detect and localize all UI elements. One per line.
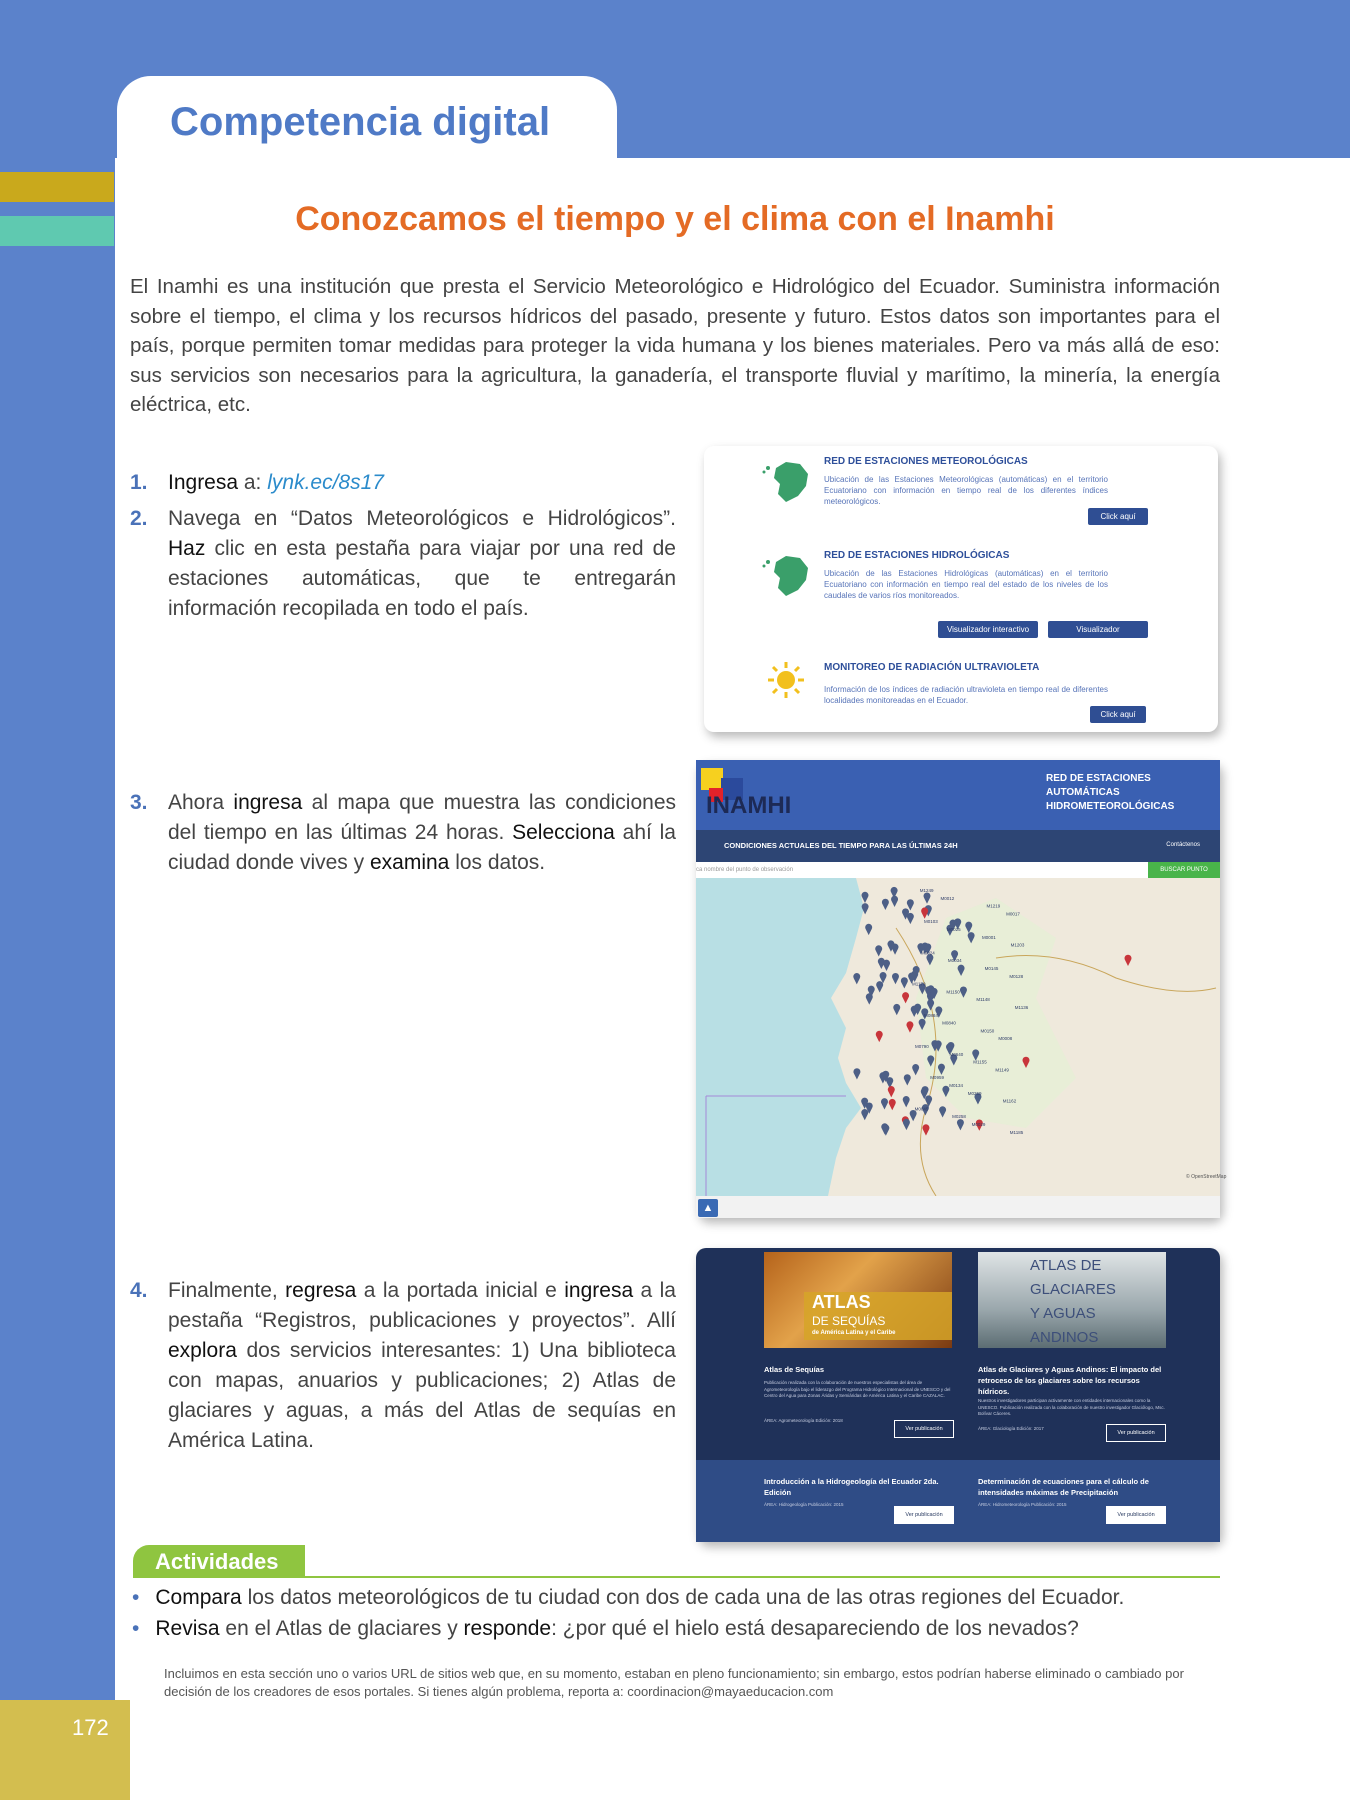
- stations-screenshot: [704, 446, 1218, 732]
- section-heading: RED DE ESTACIONES METEOROLÓGICAS: [824, 456, 1028, 467]
- station-label: M0103: [924, 919, 938, 925]
- user-icon[interactable]: ▲: [698, 1199, 718, 1217]
- left-margin-band: [0, 0, 115, 1800]
- click-here-button[interactable]: Click aquí: [1090, 706, 1146, 723]
- publication-title: Atlas de Sequías: [764, 1365, 825, 1374]
- station-label: M0959: [930, 1075, 944, 1081]
- station-label: M0008: [998, 1036, 1013, 1042]
- station-label: M1155: [973, 1059, 987, 1065]
- station-label: M0150: [980, 1028, 995, 1034]
- station-label: M0012: [940, 895, 955, 901]
- step-verb: examina: [369, 851, 450, 874]
- view-publication-button[interactable]: Ver publicación: [894, 1506, 954, 1524]
- station-label: M0017: [1006, 911, 1020, 917]
- page-title: Conozcamos el tiempo y el clima con el Inamhi: [295, 200, 1055, 238]
- publication-meta: ÁREA: Hidrogeología Publicación: 2015: [764, 1502, 844, 1507]
- station-label: M0840: [942, 1020, 956, 1026]
- step-verb: Haz: [168, 537, 206, 560]
- publication-meta: ÁREA: Glaciología Edición: 2017: [978, 1426, 1044, 1431]
- section-heading: MONITOREO DE RADIACIÓN ULTRAVIOLETA: [824, 662, 1040, 673]
- footnote: Incluimos en esta sección uno o varios URL de sitios web que, en su momento, estaban en pleno funcionamiento; sin embargo, estos podrían haberse eliminado o cambiado por decisión de los creadores de esos portales. Si tienes algún problema, reporta a: coordinacion@mayaeducacion.com: [164, 1666, 1184, 1699]
- cover-line: Y AGUAS: [1030, 1305, 1096, 1322]
- step-text: a la portada inicial e: [356, 1279, 565, 1302]
- station-label: M0884: [924, 1012, 938, 1018]
- cover-line: ANDINOS: [1030, 1329, 1099, 1346]
- page-number: 172: [72, 1715, 109, 1740]
- step-text: al mapa que muestra las condiciones del tiempo en las últimas 24 horas.: [168, 791, 677, 844]
- step-text: clic en esta pestaña para viajar por una red de estaciones automáticas, que te entregarán información recopilada en todo el país.: [168, 537, 676, 620]
- step-verb: explora: [168, 1339, 237, 1362]
- cover-caption: de América Latina y el Caribe: [812, 1330, 896, 1336]
- publication-description: Publicación realizada con la colaboración de nuestros especialistas del área de Agrometeorología bajo el liderazgo del Programa Hidrológico Internacional de UNESCO y del Centro del Agua para Zonas Áridas y Semiáridas de América Latina y el Caribe CAZALAC.: [764, 1380, 951, 1398]
- station-search-input[interactable]: ca nombre del punto de observación: [696, 862, 1148, 878]
- activity-verb: responde: [463, 1617, 552, 1640]
- station-label: M0258: [952, 1114, 966, 1120]
- atlas-glaciares-cover: [978, 1252, 1166, 1348]
- activity-item: [132, 1617, 1079, 1641]
- activity-verb: Compara: [155, 1586, 242, 1609]
- step-verb: ingresa: [233, 791, 303, 814]
- station-label: M0134: [949, 1083, 964, 1088]
- more-publications-panel: [696, 1460, 1220, 1542]
- cover-title: ATLAS: [812, 1292, 871, 1312]
- publication-description: Nuestros investigadores participan activamente con entidades internacionales como la UNESCO. Publicación realizada con la colaboración de nuestro investigador Glaciólogo, Msc. Bolívar Cáceres.: [978, 1398, 1165, 1416]
- map-toolbar: [696, 830, 1220, 862]
- cover-title-lines: [1030, 1254, 1116, 1350]
- section-heading: RED DE ESTACIONES HIDROLÓGICAS: [824, 550, 1010, 561]
- view-publication-button[interactable]: Ver publicación: [894, 1420, 954, 1438]
- step-number: 4.: [130, 1279, 148, 1302]
- activity-item: [132, 1586, 1124, 1610]
- contact-link[interactable]: Contáctenos: [1166, 842, 1200, 848]
- station-label: M0034: [947, 958, 962, 964]
- cover-line: GLACIARES: [1030, 1281, 1116, 1298]
- intro-paragraph: El Inamhi es una institución que presta el Servicio Meteorológico e Hidrológico del Ecuador. Suministra información sobre el tiempo, el clima y los recursos hídricos del pasado, presente y futuro. Estos datos son importantes para el país, porque permiten tomar medidas para proteger la vida humana y los bienes materiales. Pero va más allá de eso: sus servicios son necesarios para la agricultura, la ganadería, el transporte fluvial y marítimo, la minería, la energía eléctrica, etc.: [130, 275, 1220, 416]
- step-text: los datos.: [449, 851, 546, 874]
- step-text: a:: [238, 471, 268, 494]
- step-4: [130, 1276, 676, 1456]
- inamhi-logo: INAMHI: [706, 792, 792, 819]
- station-label: M1170: [912, 981, 926, 987]
- section-title: Competencia digital: [170, 100, 551, 144]
- station-label: M1203: [1010, 942, 1025, 948]
- step-text: Navega en “Datos Meteorológicos e Hidrológicos”.: [168, 507, 676, 530]
- station-label: M1249: [919, 888, 934, 893]
- cover-line: ATLAS DE: [1030, 1257, 1102, 1274]
- bullet-icon: •: [132, 1586, 140, 1609]
- section-description: Ubicación de las Estaciones Meteorológicas (automáticas) en el territorio Ecuatoriano con información en tiempo real de los diferentes índices meteorológicos.: [824, 475, 1108, 506]
- station-label: M1148: [976, 997, 990, 1003]
- step-number: 3.: [130, 791, 148, 814]
- ecuador-map-icon: [762, 550, 820, 602]
- map-attribution: © OpenStreetMap: [1186, 1174, 1227, 1180]
- station-label: M0025: [946, 927, 961, 932]
- station-label: M1149: [995, 1067, 1009, 1073]
- click-here-button[interactable]: Click aquí: [1088, 508, 1148, 525]
- activity-text: en el Atlas de glaciares y: [219, 1617, 464, 1640]
- activities-divider: [133, 1576, 1220, 1578]
- station-label: M0790: [915, 1044, 929, 1049]
- page-number-block: [0, 1700, 130, 1800]
- view-publication-button[interactable]: Ver publicación: [1106, 1506, 1166, 1524]
- station-label: M1136: [1014, 1005, 1029, 1010]
- step-verb: regresa: [285, 1279, 357, 1302]
- map-footer: [696, 1196, 1220, 1218]
- publication-meta: ÁREA: Agrometeorología Edición: 2018: [764, 1418, 843, 1423]
- station-label: M1219: [986, 903, 1001, 909]
- viewer-button[interactable]: Visualizador: [1048, 621, 1148, 638]
- section-description: Ubicación de las Estaciones Hidrológicas (automáticas) en el territorio Ecuatoriano con información en tiempo real del estado de los niveles de los caudales de varios ríos monitoreados.: [824, 569, 1108, 600]
- station-label: M1162: [1002, 1098, 1017, 1104]
- publication-meta: ÁREA: Hidrometeorología Publicación: 2015: [978, 1502, 1067, 1507]
- step-text: dos servicios interesantes: 1) Una biblioteca con mapas, anuarios y publicaciones; 2) Atlas de glaciares y aguas, a más del Atlas de sequías en América Latina.: [168, 1339, 676, 1452]
- ecuador-map-icon: [762, 456, 820, 508]
- step-verb: Selecciona: [512, 821, 615, 844]
- step-verb: Ingresa: [168, 471, 239, 494]
- step-2: [130, 504, 676, 624]
- step-3: [130, 788, 676, 878]
- station-label: M0640: [949, 1051, 964, 1057]
- decor-stripe-yellow: [0, 172, 114, 202]
- station-label: M0001: [982, 934, 996, 940]
- section-description: Información de los índices de radiación ultravioleta en tiempo real de diferentes localidades monitoreadas en el Ecuador.: [824, 685, 1108, 705]
- step-number: 1.: [130, 471, 148, 494]
- station-label: M0045: [914, 1106, 929, 1112]
- station-label: M0145: [984, 966, 999, 971]
- view-publication-button[interactable]: Ver publicación: [1106, 1424, 1166, 1442]
- station-label: M0128: [1009, 973, 1024, 979]
- inamhi-map-screenshot: [696, 760, 1227, 1218]
- step-text: Ahora: [168, 791, 234, 814]
- publication-title: Introducción a la Hidrogeología del Ecuador 2da. Edición: [764, 1477, 939, 1497]
- activity-verb: Revisa: [155, 1617, 220, 1640]
- publication-title: Atlas de Glaciares y Aguas Andinos: El impacto del retroceso de los glaciares sobre los recursos hídricos.: [978, 1365, 1162, 1396]
- activities-label: Actividades: [155, 1549, 279, 1574]
- step-text: ahí la ciudad donde vives y: [168, 821, 676, 874]
- step-text: a la pestaña “Registros, publicaciones y proyectos”. Allí: [168, 1279, 676, 1332]
- station-label: M1150: [946, 989, 960, 995]
- activity-text: los datos meteorológicos de tu ciudad con dos de cada una de las otras regiones del Ecuador.: [241, 1586, 1125, 1609]
- cover-subtitle: DE SEQUÍAS: [812, 1314, 886, 1328]
- search-station-button[interactable]: BUSCAR PUNTO: [1148, 862, 1220, 878]
- activity-text: : ¿por qué el hielo está desapareciendo de los nevados?: [551, 1617, 1079, 1640]
- step-text: Finalmente,: [168, 1279, 286, 1302]
- step-1: [130, 468, 676, 498]
- publications-screenshot: [696, 1248, 1220, 1542]
- publication-title: Determinación de ecuaciones para el cálculo de intensidades máximas de Precipitación: [978, 1477, 1149, 1497]
- map-toolbar-label: CONDICIONES ACTUALES DEL TIEMPO PARA LAS ÚLTIMAS 24H: [724, 841, 958, 850]
- station-map[interactable]: [696, 878, 1227, 1196]
- station-label: M0024: [921, 950, 935, 956]
- interactive-viewer-button[interactable]: Visualizador interactivo: [938, 621, 1038, 638]
- bullet-icon: •: [132, 1617, 140, 1640]
- atlas-sequias-cover: [764, 1252, 952, 1348]
- url-link[interactable]: lynk.ec/8s17: [267, 471, 384, 494]
- map-title: RED DE ESTACIONES AUTOMÁTICAS HIDROMETEOROLÓGICAS: [1046, 773, 1175, 812]
- step-verb: ingresa: [564, 1279, 634, 1302]
- station-label: M1185: [1009, 1129, 1024, 1135]
- station-label: M0269: [967, 1090, 982, 1096]
- sun-icon: [766, 660, 806, 700]
- station-label: M0029: [971, 1122, 986, 1127]
- step-number: 2.: [130, 507, 148, 530]
